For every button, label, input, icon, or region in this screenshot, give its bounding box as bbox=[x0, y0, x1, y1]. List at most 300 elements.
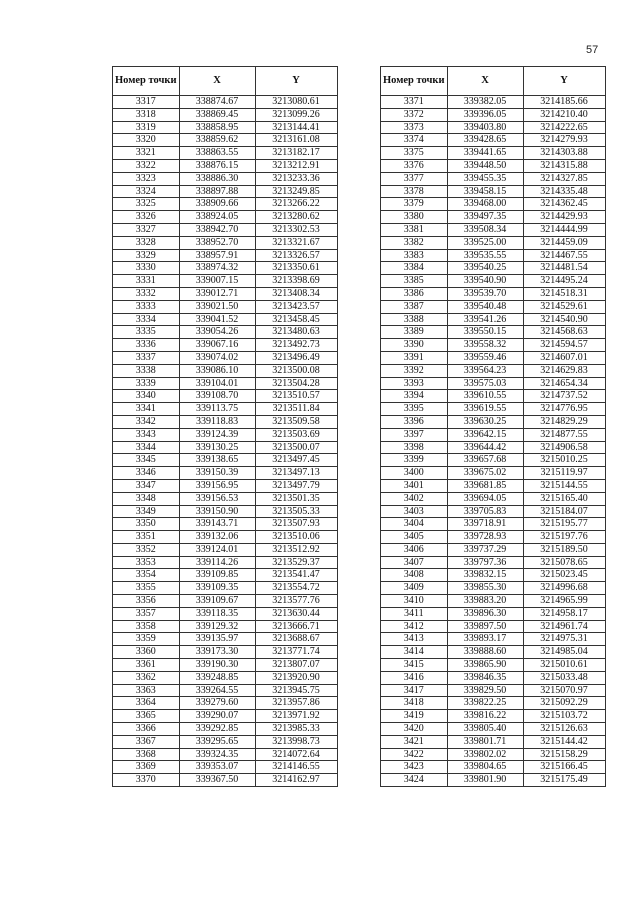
cell-point-number: 3347 bbox=[113, 479, 180, 492]
table-row bbox=[113, 287, 338, 300]
cell-x: 339508.34 bbox=[447, 223, 523, 236]
cell-point-number: 3378 bbox=[381, 185, 448, 198]
table-row bbox=[113, 185, 338, 198]
cell-x: 338863.55 bbox=[179, 147, 255, 160]
cell-x: 339108.70 bbox=[179, 390, 255, 403]
table-row bbox=[113, 403, 338, 416]
cell-y: 3213326.57 bbox=[255, 249, 337, 262]
cell-point-number: 3397 bbox=[381, 428, 448, 441]
cell-point-number: 3380 bbox=[381, 211, 448, 224]
table-row bbox=[381, 684, 606, 697]
cell-y: 3213212.91 bbox=[255, 159, 337, 172]
table-row bbox=[381, 518, 606, 531]
cell-x: 339644.42 bbox=[447, 441, 523, 454]
cell-x: 339279.60 bbox=[179, 697, 255, 710]
table-row bbox=[381, 275, 606, 288]
cell-y: 3215126.63 bbox=[523, 723, 605, 736]
cell-x: 339104.01 bbox=[179, 377, 255, 390]
cell-y: 3214072.64 bbox=[255, 748, 337, 761]
table-row bbox=[381, 185, 606, 198]
table-row bbox=[113, 748, 338, 761]
cell-y: 3214829.29 bbox=[523, 415, 605, 428]
cell-x: 339540.48 bbox=[447, 300, 523, 313]
table-row bbox=[113, 479, 338, 492]
cell-y: 3213505.33 bbox=[255, 505, 337, 518]
cell-y: 3214629.83 bbox=[523, 364, 605, 377]
cell-point-number: 3382 bbox=[381, 236, 448, 249]
table-row bbox=[113, 505, 338, 518]
table-row bbox=[113, 351, 338, 364]
table-row bbox=[113, 236, 338, 249]
table-row bbox=[381, 556, 606, 569]
cell-x: 339718.91 bbox=[447, 518, 523, 531]
cell-y: 3213501.35 bbox=[255, 492, 337, 505]
table-row bbox=[381, 377, 606, 390]
cell-point-number: 3356 bbox=[113, 595, 180, 608]
cell-y: 3214459.09 bbox=[523, 236, 605, 249]
cell-point-number: 3353 bbox=[113, 556, 180, 569]
cell-x: 338974.32 bbox=[179, 262, 255, 275]
cell-x: 339802.02 bbox=[447, 748, 523, 761]
cell-y: 3213500.08 bbox=[255, 364, 337, 377]
cell-point-number: 3362 bbox=[113, 671, 180, 684]
cell-y: 3213512.92 bbox=[255, 543, 337, 556]
cell-x: 339150.39 bbox=[179, 467, 255, 480]
cell-y: 3214335.48 bbox=[523, 185, 605, 198]
cell-point-number: 3368 bbox=[113, 748, 180, 761]
cell-point-number: 3348 bbox=[113, 492, 180, 505]
cell-y: 3214737.52 bbox=[523, 390, 605, 403]
cell-y: 3213541.47 bbox=[255, 569, 337, 582]
cell-x: 339012.71 bbox=[179, 287, 255, 300]
cell-x: 338859.62 bbox=[179, 134, 255, 147]
table-row bbox=[113, 518, 338, 531]
cell-point-number: 3317 bbox=[113, 96, 180, 109]
cell-y: 3215184.07 bbox=[523, 505, 605, 518]
cell-x: 339801.90 bbox=[447, 774, 523, 787]
cell-y: 3213080.61 bbox=[255, 96, 337, 109]
cell-x: 339448.50 bbox=[447, 159, 523, 172]
table-row bbox=[113, 300, 338, 313]
table-row bbox=[381, 441, 606, 454]
cell-x: 339619.55 bbox=[447, 403, 523, 416]
cell-x: 339295.65 bbox=[179, 735, 255, 748]
cell-point-number: 3327 bbox=[113, 223, 180, 236]
cell-point-number: 3409 bbox=[381, 582, 448, 595]
cell-point-number: 3388 bbox=[381, 313, 448, 326]
cell-y: 3213945.75 bbox=[255, 684, 337, 697]
cell-point-number: 3338 bbox=[113, 364, 180, 377]
cell-y: 3213504.28 bbox=[255, 377, 337, 390]
table-header-row bbox=[113, 67, 338, 96]
table-row bbox=[381, 735, 606, 748]
cell-point-number: 3334 bbox=[113, 313, 180, 326]
cell-point-number: 3371 bbox=[381, 96, 448, 109]
table-row bbox=[381, 211, 606, 224]
cell-x: 339135.97 bbox=[179, 633, 255, 646]
cell-point-number: 3344 bbox=[113, 441, 180, 454]
cell-point-number: 3405 bbox=[381, 531, 448, 544]
cell-x: 339883.20 bbox=[447, 595, 523, 608]
table-row bbox=[381, 300, 606, 313]
cell-x: 339468.00 bbox=[447, 198, 523, 211]
cell-point-number: 3392 bbox=[381, 364, 448, 377]
cell-point-number: 3415 bbox=[381, 659, 448, 672]
cell-y: 3214362.45 bbox=[523, 198, 605, 211]
table-row bbox=[381, 428, 606, 441]
cell-x: 339118.35 bbox=[179, 607, 255, 620]
cell-y: 3213529.37 bbox=[255, 556, 337, 569]
table-row bbox=[113, 377, 338, 390]
cell-point-number: 3393 bbox=[381, 377, 448, 390]
cell-x: 339728.93 bbox=[447, 531, 523, 544]
cell-y: 3213510.57 bbox=[255, 390, 337, 403]
cell-x: 339539.70 bbox=[447, 287, 523, 300]
table-row bbox=[113, 249, 338, 262]
cell-x: 339138.65 bbox=[179, 454, 255, 467]
cell-y: 3213398.69 bbox=[255, 275, 337, 288]
cell-point-number: 3414 bbox=[381, 646, 448, 659]
table-row bbox=[113, 492, 338, 505]
cell-y: 3215144.42 bbox=[523, 735, 605, 748]
cell-point-number: 3424 bbox=[381, 774, 448, 787]
table-row bbox=[381, 505, 606, 518]
cell-y: 3214607.01 bbox=[523, 351, 605, 364]
cell-point-number: 3322 bbox=[113, 159, 180, 172]
cell-point-number: 3370 bbox=[113, 774, 180, 787]
cell-x: 339681.85 bbox=[447, 479, 523, 492]
cell-point-number: 3366 bbox=[113, 723, 180, 736]
table-row bbox=[113, 556, 338, 569]
cell-y: 3215092.29 bbox=[523, 697, 605, 710]
cell-y: 3214303.88 bbox=[523, 147, 605, 160]
cell-x: 339114.26 bbox=[179, 556, 255, 569]
cell-x: 339109.85 bbox=[179, 569, 255, 582]
cell-point-number: 3364 bbox=[113, 697, 180, 710]
cell-point-number: 3341 bbox=[113, 403, 180, 416]
table-row bbox=[113, 569, 338, 582]
cell-point-number: 3345 bbox=[113, 454, 180, 467]
cell-x: 339550.15 bbox=[447, 326, 523, 339]
cell-x: 339705.83 bbox=[447, 505, 523, 518]
table-row bbox=[113, 531, 338, 544]
table-row bbox=[113, 684, 338, 697]
cell-point-number: 3400 bbox=[381, 467, 448, 480]
cell-point-number: 3376 bbox=[381, 159, 448, 172]
header-point-number: Номер точки bbox=[113, 67, 180, 96]
cell-x: 339132.06 bbox=[179, 531, 255, 544]
cell-x: 339540.90 bbox=[447, 275, 523, 288]
cell-x: 339396.05 bbox=[447, 108, 523, 121]
cell-x: 339816.22 bbox=[447, 710, 523, 723]
cell-point-number: 3365 bbox=[113, 710, 180, 723]
cell-y: 3213503.69 bbox=[255, 428, 337, 441]
cell-x: 339497.35 bbox=[447, 211, 523, 224]
cell-point-number: 3383 bbox=[381, 249, 448, 262]
cell-point-number: 3354 bbox=[113, 569, 180, 582]
cell-x: 339855.30 bbox=[447, 582, 523, 595]
cell-x: 338957.91 bbox=[179, 249, 255, 262]
table-row bbox=[113, 211, 338, 224]
table-row bbox=[113, 620, 338, 633]
cell-x: 339525.00 bbox=[447, 236, 523, 249]
cell-point-number: 3319 bbox=[113, 121, 180, 134]
cell-y: 3215175.49 bbox=[523, 774, 605, 787]
cell-x: 339893.17 bbox=[447, 633, 523, 646]
cell-y: 3213509.58 bbox=[255, 415, 337, 428]
cell-y: 3213350.61 bbox=[255, 262, 337, 275]
cell-point-number: 3379 bbox=[381, 198, 448, 211]
cell-point-number: 3386 bbox=[381, 287, 448, 300]
table-row bbox=[381, 723, 606, 736]
table-row bbox=[113, 96, 338, 109]
cell-y: 3215010.61 bbox=[523, 659, 605, 672]
cell-x: 339130.25 bbox=[179, 441, 255, 454]
cell-y: 3214961.74 bbox=[523, 620, 605, 633]
table-row bbox=[113, 735, 338, 748]
cell-y: 3213957.86 bbox=[255, 697, 337, 710]
table-row bbox=[113, 607, 338, 620]
cell-y: 3214975.31 bbox=[523, 633, 605, 646]
coordinates-table-right bbox=[380, 66, 606, 787]
cell-point-number: 3328 bbox=[113, 236, 180, 249]
cell-point-number: 3372 bbox=[381, 108, 448, 121]
table-row bbox=[113, 223, 338, 236]
cell-y: 3213458.45 bbox=[255, 313, 337, 326]
cell-y: 3215189.50 bbox=[523, 543, 605, 556]
table-row bbox=[381, 351, 606, 364]
table-row bbox=[113, 582, 338, 595]
cell-y: 3215144.55 bbox=[523, 479, 605, 492]
cell-y: 3213321.67 bbox=[255, 236, 337, 249]
cell-y: 3214222.65 bbox=[523, 121, 605, 134]
cell-x: 338874.67 bbox=[179, 96, 255, 109]
cell-x: 339021.50 bbox=[179, 300, 255, 313]
cell-y: 3215023.45 bbox=[523, 569, 605, 582]
cell-y: 3213144.41 bbox=[255, 121, 337, 134]
cell-x: 339054.26 bbox=[179, 326, 255, 339]
table-row bbox=[113, 159, 338, 172]
cell-point-number: 3384 bbox=[381, 262, 448, 275]
cell-point-number: 3377 bbox=[381, 172, 448, 185]
table-row bbox=[113, 339, 338, 352]
table-row bbox=[381, 415, 606, 428]
cell-x: 339694.05 bbox=[447, 492, 523, 505]
cell-point-number: 3411 bbox=[381, 607, 448, 620]
cell-y: 3213496.49 bbox=[255, 351, 337, 364]
cell-x: 339109.67 bbox=[179, 595, 255, 608]
cell-point-number: 3336 bbox=[113, 339, 180, 352]
cell-y: 3214279.93 bbox=[523, 134, 605, 147]
cell-x: 339829.50 bbox=[447, 684, 523, 697]
table-row bbox=[381, 646, 606, 659]
cell-x: 339109.35 bbox=[179, 582, 255, 595]
cell-point-number: 3410 bbox=[381, 595, 448, 608]
table-row bbox=[381, 595, 606, 608]
cell-x: 339129.32 bbox=[179, 620, 255, 633]
cell-x: 339041.52 bbox=[179, 313, 255, 326]
cell-point-number: 3385 bbox=[381, 275, 448, 288]
cell-x: 339675.02 bbox=[447, 467, 523, 480]
cell-point-number: 3343 bbox=[113, 428, 180, 441]
cell-point-number: 3331 bbox=[113, 275, 180, 288]
cell-x: 339535.55 bbox=[447, 249, 523, 262]
cell-point-number: 3403 bbox=[381, 505, 448, 518]
cell-x: 338876.15 bbox=[179, 159, 255, 172]
table-header-row bbox=[381, 67, 606, 96]
header-point-number: Номер точки bbox=[381, 67, 448, 96]
table-row bbox=[113, 121, 338, 134]
cell-point-number: 3394 bbox=[381, 390, 448, 403]
cell-point-number: 3359 bbox=[113, 633, 180, 646]
cell-y: 3214540.90 bbox=[523, 313, 605, 326]
table-row bbox=[381, 697, 606, 710]
cell-point-number: 3337 bbox=[113, 351, 180, 364]
cell-x: 339540.25 bbox=[447, 262, 523, 275]
table-row bbox=[113, 415, 338, 428]
cell-point-number: 3332 bbox=[113, 287, 180, 300]
cell-x: 339896.30 bbox=[447, 607, 523, 620]
cell-point-number: 3421 bbox=[381, 735, 448, 748]
cell-y: 3215078.65 bbox=[523, 556, 605, 569]
table-row bbox=[381, 96, 606, 109]
cell-point-number: 3357 bbox=[113, 607, 180, 620]
table-row bbox=[381, 364, 606, 377]
cell-x: 339541.26 bbox=[447, 313, 523, 326]
table-row bbox=[381, 467, 606, 480]
cell-x: 339143.71 bbox=[179, 518, 255, 531]
cell-x: 339007.15 bbox=[179, 275, 255, 288]
cell-point-number: 3355 bbox=[113, 582, 180, 595]
cell-y: 3214429.93 bbox=[523, 211, 605, 224]
table-row bbox=[381, 198, 606, 211]
header-x: X bbox=[179, 67, 255, 96]
cell-x: 339897.50 bbox=[447, 620, 523, 633]
table-row bbox=[113, 364, 338, 377]
cell-x: 338909.66 bbox=[179, 198, 255, 211]
table-row bbox=[381, 774, 606, 787]
table-row bbox=[381, 710, 606, 723]
cell-y: 3215158.29 bbox=[523, 748, 605, 761]
table-row bbox=[113, 774, 338, 787]
table-row bbox=[113, 659, 338, 672]
cell-point-number: 3420 bbox=[381, 723, 448, 736]
cell-x: 339292.85 bbox=[179, 723, 255, 736]
cell-point-number: 3369 bbox=[113, 761, 180, 774]
cell-point-number: 3349 bbox=[113, 505, 180, 518]
cell-point-number: 3329 bbox=[113, 249, 180, 262]
cell-y: 3213807.07 bbox=[255, 659, 337, 672]
cell-x: 339575.03 bbox=[447, 377, 523, 390]
cell-point-number: 3419 bbox=[381, 710, 448, 723]
cell-point-number: 3416 bbox=[381, 671, 448, 684]
header-x: X bbox=[447, 67, 523, 96]
cell-y: 3214877.55 bbox=[523, 428, 605, 441]
cell-point-number: 3390 bbox=[381, 339, 448, 352]
cell-x: 339124.39 bbox=[179, 428, 255, 441]
cell-y: 3214162.97 bbox=[255, 774, 337, 787]
cell-x: 339657.68 bbox=[447, 454, 523, 467]
table-row bbox=[113, 326, 338, 339]
cell-y: 3214185.66 bbox=[523, 96, 605, 109]
table-row bbox=[113, 710, 338, 723]
table-row bbox=[381, 326, 606, 339]
cell-y: 3213630.44 bbox=[255, 607, 337, 620]
cell-x: 339559.46 bbox=[447, 351, 523, 364]
cell-x: 339846.35 bbox=[447, 671, 523, 684]
cell-y: 3213510.06 bbox=[255, 531, 337, 544]
cell-y: 3214529.61 bbox=[523, 300, 605, 313]
table-row bbox=[381, 262, 606, 275]
header-y: Y bbox=[523, 67, 605, 96]
cell-y: 3213511.84 bbox=[255, 403, 337, 416]
table-row bbox=[381, 492, 606, 505]
cell-x: 339888.60 bbox=[447, 646, 523, 659]
cell-x: 339086.10 bbox=[179, 364, 255, 377]
cell-y: 3215103.72 bbox=[523, 710, 605, 723]
cell-point-number: 3351 bbox=[113, 531, 180, 544]
cell-point-number: 3320 bbox=[113, 134, 180, 147]
cell-y: 3213577.76 bbox=[255, 595, 337, 608]
cell-x: 338924.05 bbox=[179, 211, 255, 224]
cell-y: 3214776.95 bbox=[523, 403, 605, 416]
cell-x: 339248.85 bbox=[179, 671, 255, 684]
cell-y: 3213408.34 bbox=[255, 287, 337, 300]
table-row bbox=[381, 479, 606, 492]
cell-x: 339630.25 bbox=[447, 415, 523, 428]
cell-point-number: 3406 bbox=[381, 543, 448, 556]
cell-point-number: 3389 bbox=[381, 326, 448, 339]
cell-y: 3214495.24 bbox=[523, 275, 605, 288]
cell-point-number: 3398 bbox=[381, 441, 448, 454]
table-row bbox=[381, 543, 606, 556]
table-row bbox=[381, 671, 606, 684]
table-row bbox=[381, 761, 606, 774]
table-row bbox=[381, 121, 606, 134]
cell-point-number: 3361 bbox=[113, 659, 180, 672]
cell-point-number: 3321 bbox=[113, 147, 180, 160]
cell-point-number: 3352 bbox=[113, 543, 180, 556]
cell-point-number: 3404 bbox=[381, 518, 448, 531]
cell-y: 3213971.92 bbox=[255, 710, 337, 723]
cell-y: 3213497.13 bbox=[255, 467, 337, 480]
cell-y: 3213998.73 bbox=[255, 735, 337, 748]
cell-point-number: 3318 bbox=[113, 108, 180, 121]
cell-y: 3215195.77 bbox=[523, 518, 605, 531]
table-row bbox=[381, 403, 606, 416]
cell-y: 3213423.57 bbox=[255, 300, 337, 313]
table-row bbox=[113, 390, 338, 403]
table-row bbox=[381, 223, 606, 236]
cell-y: 3213161.08 bbox=[255, 134, 337, 147]
cell-point-number: 3333 bbox=[113, 300, 180, 313]
cell-point-number: 3396 bbox=[381, 415, 448, 428]
cell-point-number: 3375 bbox=[381, 147, 448, 160]
table-row bbox=[381, 134, 606, 147]
table-row bbox=[381, 748, 606, 761]
cell-point-number: 3423 bbox=[381, 761, 448, 774]
cell-y: 3214594.57 bbox=[523, 339, 605, 352]
cell-x: 338886.30 bbox=[179, 172, 255, 185]
table-row bbox=[113, 454, 338, 467]
cell-y: 3214481.54 bbox=[523, 262, 605, 275]
cell-y: 3213920.90 bbox=[255, 671, 337, 684]
cell-x: 339610.55 bbox=[447, 390, 523, 403]
cell-point-number: 3408 bbox=[381, 569, 448, 582]
table-row bbox=[113, 697, 338, 710]
cell-y: 3213266.22 bbox=[255, 198, 337, 211]
cell-point-number: 3418 bbox=[381, 697, 448, 710]
